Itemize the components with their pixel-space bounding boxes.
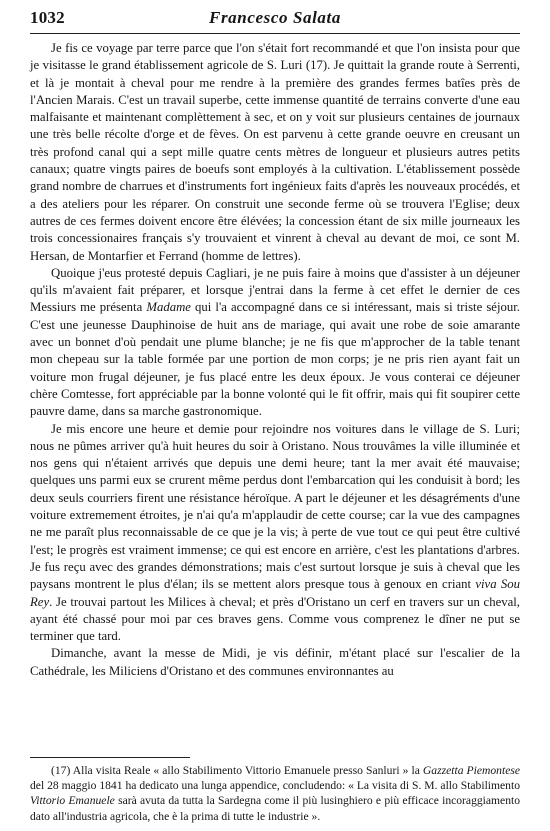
paragraph-1 [30,40,520,265]
text-run: Quoique j'eus protesté depuis Cagliari, je ne puis faire à moins que d'assister à un déjeuner qu'ils m'avaient fait préparer, et lorsque j'entrai dans la ferme à cet effet le dernier de ces Messiurs me présenta [30,265,520,315]
body-text [30,40,520,680]
header-rule [30,33,520,34]
footnote-17 [30,763,520,824]
italic-text-run: viva Sou Rey [30,577,520,609]
text-run: qui l'a accompagné dans ce si intéressant, mais si triste séjour. C'est une jeunesse Dauphinoise de huit ans de mariage, qui avait une robe de soie amarante avec un bonnet d'où pendait une plume blanche; je ne fis que m'approcher de la table tenant mon chepeau sur la table formée par une portion de mon corps; je ne pris rien ayant fait un voiture mon frugal déjeuner, je fus placé entre les deux époux. Je vous conterai ce déjeuner chère Comtesse, fort appréciable par la bonne volonté qui le fit offrir, mais qui fit soupirer cette pauvre dame, dans sa marche gastronomique. [30,300,520,419]
italic-text-run: Madame [146,300,191,315]
text-run: Dimanche, avant la messe de Midi, je vis définir, m'étant placé sur l'escalier de la Cathédrale, les Miliciens d'Oristano et des communes environnantes au [30,646,520,678]
page-number: 1032 [30,8,65,27]
footnote-rule [30,757,190,758]
text-run: Je mis encore une heure et demie pour rejoindre nos voitures dans le village de S. Luri; nous ne pûmes arriver qu'à huit heures du soir à Oristano. Nous trouvâmes la ville illuminée et nos gens qui n'étaient arrivés que depuis une demi heure; tant la mer avait été mauvaise; quelques uns parmi eux se crurent même perdus dont l'embarcation qui les conduisit à bord; les deux seuls courriers firent une résistance héroïque. A part le déjeuner et les désagréments d'une voiture extremement étroites, je n'ai qu'a m'applaudir de cette course; car la vue des campagnes ne me paraît plus reconnaissable de ce que je la vis; à perte de vue tout ce qui peut être cultivé l'est; le progrès est vraiment immense; ce qui est encore en arrière, c'est les plantations d'arbres. Je fus reçu avec des grandes démonstrations; mais c'est surtout lorsque je suis à cheval que les paysans montrent le plus d'élan; ils se mettent alors presque tous à genoux en criant [30,421,520,592]
paragraph-3 [30,421,520,646]
italic-text-run: Vittorio Emanuele [30,794,115,808]
footnote [30,763,520,824]
text-run: sarà avuta da tutta la Sardegna come il più lusinghiero e più efficace incoraggiamento dato all'industria agricola, che è la prima di tutte le industrie ». [30,794,521,823]
paragraph-2 [30,265,520,421]
italic-text-run: Gazzetta Piemontese [422,764,520,777]
text-run: (17) Alla visita Reale « allo Stabilimento Vittorio Emanuele presso Sanluri » la [51,764,423,777]
text-run: . Je trouvai partout les Milices à cheval; et près d'Oristano un cerf en travers sur un cheval, ayant été chassé pour moi par ces braves gens. Comme vous comprenez le dîner ne put se terminer que tard. [30,594,520,644]
page-header [30,6,520,32]
paragraph-4 [30,645,520,680]
running-title: Francesco Salata [209,8,341,27]
text-run: Je fis ce voyage par terre parce que l'on s'était fort recommandé et que l'on insista pour que je visitasse le grand établissement agricole de S. Luri (17). Je quittait la grande route à Serrenti, et là je montait à cheval pour me rendre à la première des grandes fermes batîes près de l'Ancien Marais. C'est un travail superbe, cette immense quantité de terrains converte d'une eau malfaisante et maintenant complèttement à sec, et on y voit sur plusieurs centaines de journaux une très belle récolte d'orge et de fèves. On est parvenu à cette grande oeuvre en creusant un très profond canal qui a sept mille quatre cents mètres de longueur et plusieurs autres petits canaux; quatre vingts paires de boeufs sont employés à la cultivation. L'établissement possède grand nombre de charrues et d'instruments fort ingénieux faits d'après les nouveaux procédés, et a des ateliers pour les réparer. On construit une seconde ferme où se trouvera l'Eglise; deux autres de ces fermes doivent encore être élévées; la concession étant de six mille journeaux les trois concessionaires français s'y trouvaient et vinrent à cheval au devant de moi, ce sont M. Hersan, de Montarfier et Ferrand (homme de lettres). [30,41,520,263]
text-run: del 28 maggio 1841 ha dedicato una lunga appendice, concludendo: « La visita di S. M. allo Stabilimento [30,779,520,793]
